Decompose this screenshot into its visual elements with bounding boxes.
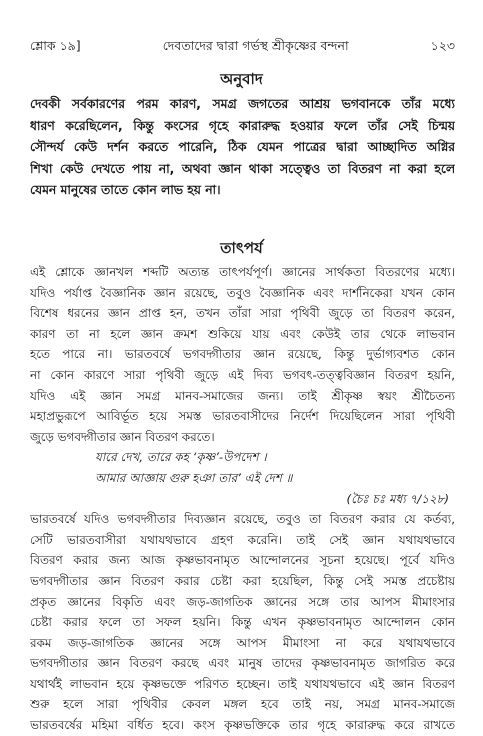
purport-line: যদিও পর্যাপ্ত বৈজ্ঞানিক জ্ঞান রয়েছে, তবুও বৈজ্ঞানিক এবং দার্শনিকেরা যখন কোন — [30, 285, 455, 300]
purport-line: কারণ তা না হলে জ্ঞান ক্রমশ শুকিয়ে যায় এবং কেউই তার থেকে লাভবান — [30, 326, 455, 341]
purport-heading: তাৎপর্য — [220, 239, 263, 257]
running-header — [30, 38, 455, 58]
translation-line: শিখা কেউ দেখতে পায় না, অথবা জ্ঞান থাকা সত্ত্বেও তা বিতরণ না করা হলে — [30, 161, 455, 176]
purport-line: ভগবদ্গীতার জ্ঞান বিতরণ করছে এবং মানুষ তাদের কৃষ্ণভাবনামৃত জাগরিত করে — [30, 656, 455, 671]
verse-quote-line: যারে দেখ, তারে কহ ‘কৃষ্ণ’-উপদেশ । — [95, 450, 267, 465]
purport-line: প্রকৃত জ্ঞানের বিকৃতি এবং জড়-জাগতিক জ্ঞানের সঙ্গে তার আপস মীমাংসার — [30, 594, 455, 609]
purport-line: চেষ্টা করার ফলে তা সফল হয়নি। কিন্তু এখন কৃষ্ণভাবনামৃত আন্দোলন কোন — [30, 615, 455, 630]
purport-line: যথার্থই লাভবান হয়ে কৃষ্ণভক্তে পরিণত হচ্ছেন। তাই যথাযথভাবে এই জ্ঞান বিতরণ — [30, 676, 455, 691]
purport-line: হতে পারে না। ভারতবর্ষে ভগবদ্গীতার জ্ঞান রয়েছে, কিন্তু দুর্ভাগ্যবশত কোন — [30, 347, 455, 362]
purport-line: যদিও এই জ্ঞান সমগ্র মানব-সমাজের জন্য। তাই শ্রীকৃষ্ণ স্বয়ং শ্রীচৈতন্য — [30, 388, 455, 403]
purport-line: এই শ্লোকে জ্ঞানখল শব্দটি অত্যন্ত তাৎপর্যপূর্ণ। জ্ঞানের সার্থকতা বিতরণের মধ্যে। — [30, 265, 455, 279]
translation-text — [30, 94, 455, 202]
purport-line: জুড়ে ভগবদ্গীতার জ্ঞান বিতরণ করতে। — [30, 429, 215, 444]
chapter-title: দেবতাদের দ্বারা গর্ভস্থ শ্রীকৃষ্ণের বন্দনা — [162, 38, 349, 53]
purport-line: রকম জড়-জাগতিক জ্ঞানের সঙ্গে আপস মীমাংসা না করে যথাযথভাবে — [30, 635, 455, 650]
purport-line: না কোন কারণে সারা পৃথিবী জুড়ে এই দিব্য ভগবৎ-তত্ত্ববিজ্ঞান বিতরণ হয়নি, — [30, 367, 455, 382]
purport-line: সেটি ভারতবাসীরা যথাযথভাবে গ্রহণ করেনি। তাই সেই জ্ঞান যথাযথভাবে — [30, 532, 455, 547]
translation-heading: অনুবাদ — [220, 70, 263, 88]
purport-text — [30, 262, 455, 736]
purport-line: শুরু হলে সারা পৃথিবীর কেবল মঙ্গল হবে তাই নয়, সমগ্র মানব-সমাজে — [30, 697, 455, 712]
page-number: ১২৩ — [430, 38, 455, 53]
translation-line: দেবকী সর্বকারণের পরম কারণ, সমগ্র জগতের আশ্রয় ভগবানকে তাঁর মধ্যে — [30, 97, 455, 111]
purport-line: মহাপ্রভুরূপে আবির্ভূত হয়ে সমস্ত ভারতবাসীদের নির্দেশ দিয়েছিলেন সারা পৃথিবী — [30, 409, 455, 424]
translation-line: সৌন্দর্য কেউ দর্শন করতে পারেনি, ঠিক যেমন পাত্রের দ্বারা আচ্ছাদিত অগ্নির — [30, 140, 455, 154]
purport-line: বিতরণ করার জন্য আজ কৃষ্ণভাবনামৃত আন্দোলনের সূচনা হয়েছে। পূর্বে যদিও — [30, 553, 455, 568]
purport-line: ভারতবর্ষে যদিও ভগবদ্গীতার দিব্যজ্ঞান রয়েছে, তবুও তা বিতরণ করার যে কর্তব্য, — [30, 512, 455, 527]
verse-reference: শ্লোক ১৯] — [30, 38, 81, 53]
purport-line: ভারতবর্ষের মহিমা বর্ধিত হবে। কংস কৃষ্ণভক্তিকে তার গৃহে কারারুদ্ধ করে রাখতে — [30, 718, 455, 733]
scripture-reference: (চৈঃ চঃ মধ্য ৭/১২৮) — [346, 491, 449, 506]
verse-quote-line: আমার আজ্ঞায় গুরু হঞা তার’ এই দেশ ॥ — [95, 470, 293, 485]
translation-line: যেমন মানুষের তাতে কোন লাভ হয় না। — [30, 183, 221, 197]
translation-line: ধারণ করেছিলেন, কিন্তু কংসের গৃহে কারারুদ্ধ হওয়ার ফলে তাঁর সেই চিন্ময় — [30, 118, 455, 133]
purport-line: বিশেষ ধরনের জ্ঞান প্রাপ্ত হন, তখন তাঁরা সারা পৃথিবী জুড়ে তা বিতরণ করেন, — [30, 306, 455, 321]
purport-line: ভগবদ্গীতার জ্ঞান বিতরণ করার চেষ্টা করা হয়েছিল, কিন্তু সেই সমস্ত প্রচেষ্টায় — [30, 573, 455, 588]
